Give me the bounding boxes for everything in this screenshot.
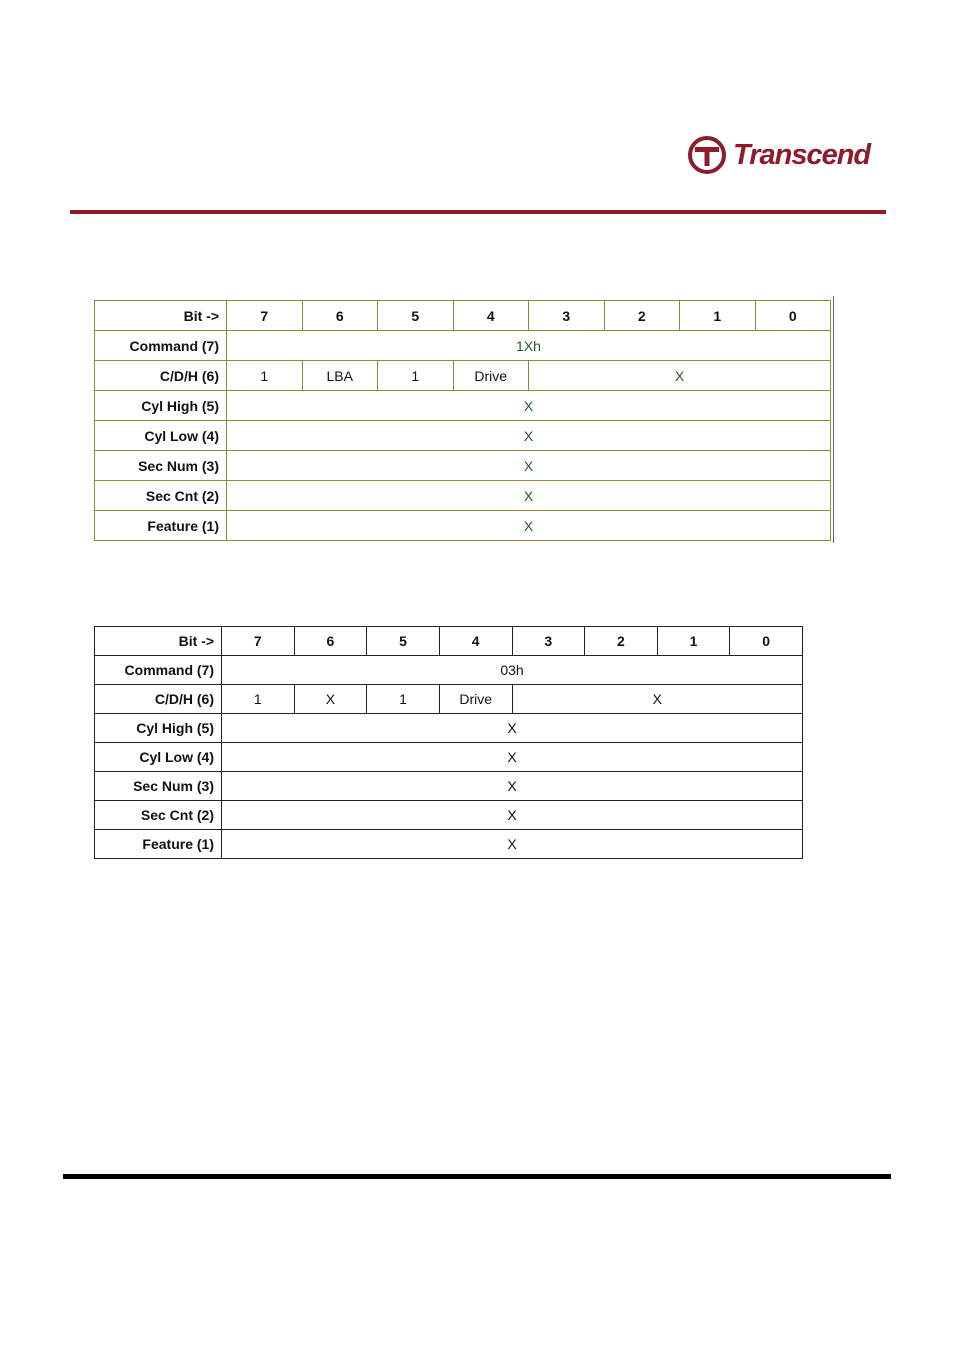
cyl-high-label: Cyl High (5) bbox=[95, 391, 227, 421]
feature-value: X bbox=[227, 511, 831, 541]
bit-1: 1 bbox=[680, 301, 756, 331]
feature-row bbox=[95, 830, 803, 859]
sec-cnt-row bbox=[95, 481, 831, 511]
sec-cnt-value: X bbox=[222, 801, 803, 830]
sec-cnt-value: X bbox=[227, 481, 831, 511]
cdh-low-bits: X bbox=[529, 361, 831, 391]
bit-0: 0 bbox=[730, 627, 803, 656]
bit-header-label: Bit -> bbox=[95, 627, 222, 656]
feature-row bbox=[95, 511, 831, 541]
cyl-low-label: Cyl Low (4) bbox=[95, 421, 227, 451]
bit-3: 3 bbox=[529, 301, 605, 331]
sec-num-label: Sec Num (3) bbox=[95, 772, 222, 801]
bit-5: 5 bbox=[378, 301, 454, 331]
transcend-logo-icon bbox=[687, 135, 727, 175]
logo-wordmark: Transcend bbox=[733, 138, 871, 171]
cdh-bit-5: 1 bbox=[367, 685, 440, 714]
sec-num-label: Sec Num (3) bbox=[95, 451, 227, 481]
command-row bbox=[95, 331, 831, 361]
bit-7: 7 bbox=[222, 627, 295, 656]
bit-0: 0 bbox=[755, 301, 831, 331]
cdh-bit-7: 1 bbox=[227, 361, 303, 391]
bit-6: 6 bbox=[302, 301, 378, 331]
cdh-bit-5: 1 bbox=[378, 361, 454, 391]
cyl-high-label: Cyl High (5) bbox=[95, 714, 222, 743]
bit-2: 2 bbox=[604, 301, 680, 331]
command-label: Command (7) bbox=[95, 656, 222, 685]
sec-num-value: X bbox=[227, 451, 831, 481]
bit-header-row bbox=[95, 627, 803, 656]
sec-num-row bbox=[95, 451, 831, 481]
command-label: Command (7) bbox=[95, 331, 227, 361]
cdh-label: C/D/H (6) bbox=[95, 685, 222, 714]
table-1-right-rule bbox=[833, 296, 834, 543]
bit-header-row bbox=[95, 301, 831, 331]
cyl-low-value: X bbox=[222, 743, 803, 772]
sec-cnt-label: Sec Cnt (2) bbox=[95, 801, 222, 830]
cyl-high-row bbox=[95, 714, 803, 743]
bit-5: 5 bbox=[367, 627, 440, 656]
register-table-1 bbox=[94, 300, 831, 541]
bit-6: 6 bbox=[294, 627, 367, 656]
sec-cnt-row bbox=[95, 801, 803, 830]
cdh-bit-4: Drive bbox=[439, 685, 512, 714]
cdh-low-bits: X bbox=[512, 685, 803, 714]
bit-3: 3 bbox=[512, 627, 585, 656]
cdh-row bbox=[95, 685, 803, 714]
bit-1: 1 bbox=[657, 627, 730, 656]
cyl-low-row bbox=[95, 743, 803, 772]
transcend-logo bbox=[687, 134, 870, 176]
cdh-label: C/D/H (6) bbox=[95, 361, 227, 391]
header-rule bbox=[70, 210, 886, 214]
cyl-high-value: X bbox=[227, 391, 831, 421]
sec-num-value: X bbox=[222, 772, 803, 801]
register-table-2 bbox=[94, 626, 803, 859]
cyl-high-row bbox=[95, 391, 831, 421]
bit-4: 4 bbox=[453, 301, 529, 331]
cyl-high-value: X bbox=[222, 714, 803, 743]
sec-cnt-label: Sec Cnt (2) bbox=[95, 481, 227, 511]
bit-header-label: Bit -> bbox=[95, 301, 227, 331]
bit-2: 2 bbox=[585, 627, 658, 656]
cdh-bit-6: X bbox=[294, 685, 367, 714]
footer-rule bbox=[63, 1174, 891, 1179]
command-row bbox=[95, 656, 803, 685]
feature-value: X bbox=[222, 830, 803, 859]
sec-num-row bbox=[95, 772, 803, 801]
cdh-bit-6: LBA bbox=[302, 361, 378, 391]
cyl-low-row bbox=[95, 421, 831, 451]
cyl-low-value: X bbox=[227, 421, 831, 451]
bit-7: 7 bbox=[227, 301, 303, 331]
cyl-low-label: Cyl Low (4) bbox=[95, 743, 222, 772]
command-value: 03h bbox=[222, 656, 803, 685]
feature-label: Feature (1) bbox=[95, 511, 227, 541]
cdh-bit-4: Drive bbox=[453, 361, 529, 391]
bit-4: 4 bbox=[439, 627, 512, 656]
cdh-row bbox=[95, 361, 831, 391]
command-value: 1Xh bbox=[227, 331, 831, 361]
feature-label: Feature (1) bbox=[95, 830, 222, 859]
cdh-bit-7: 1 bbox=[222, 685, 295, 714]
